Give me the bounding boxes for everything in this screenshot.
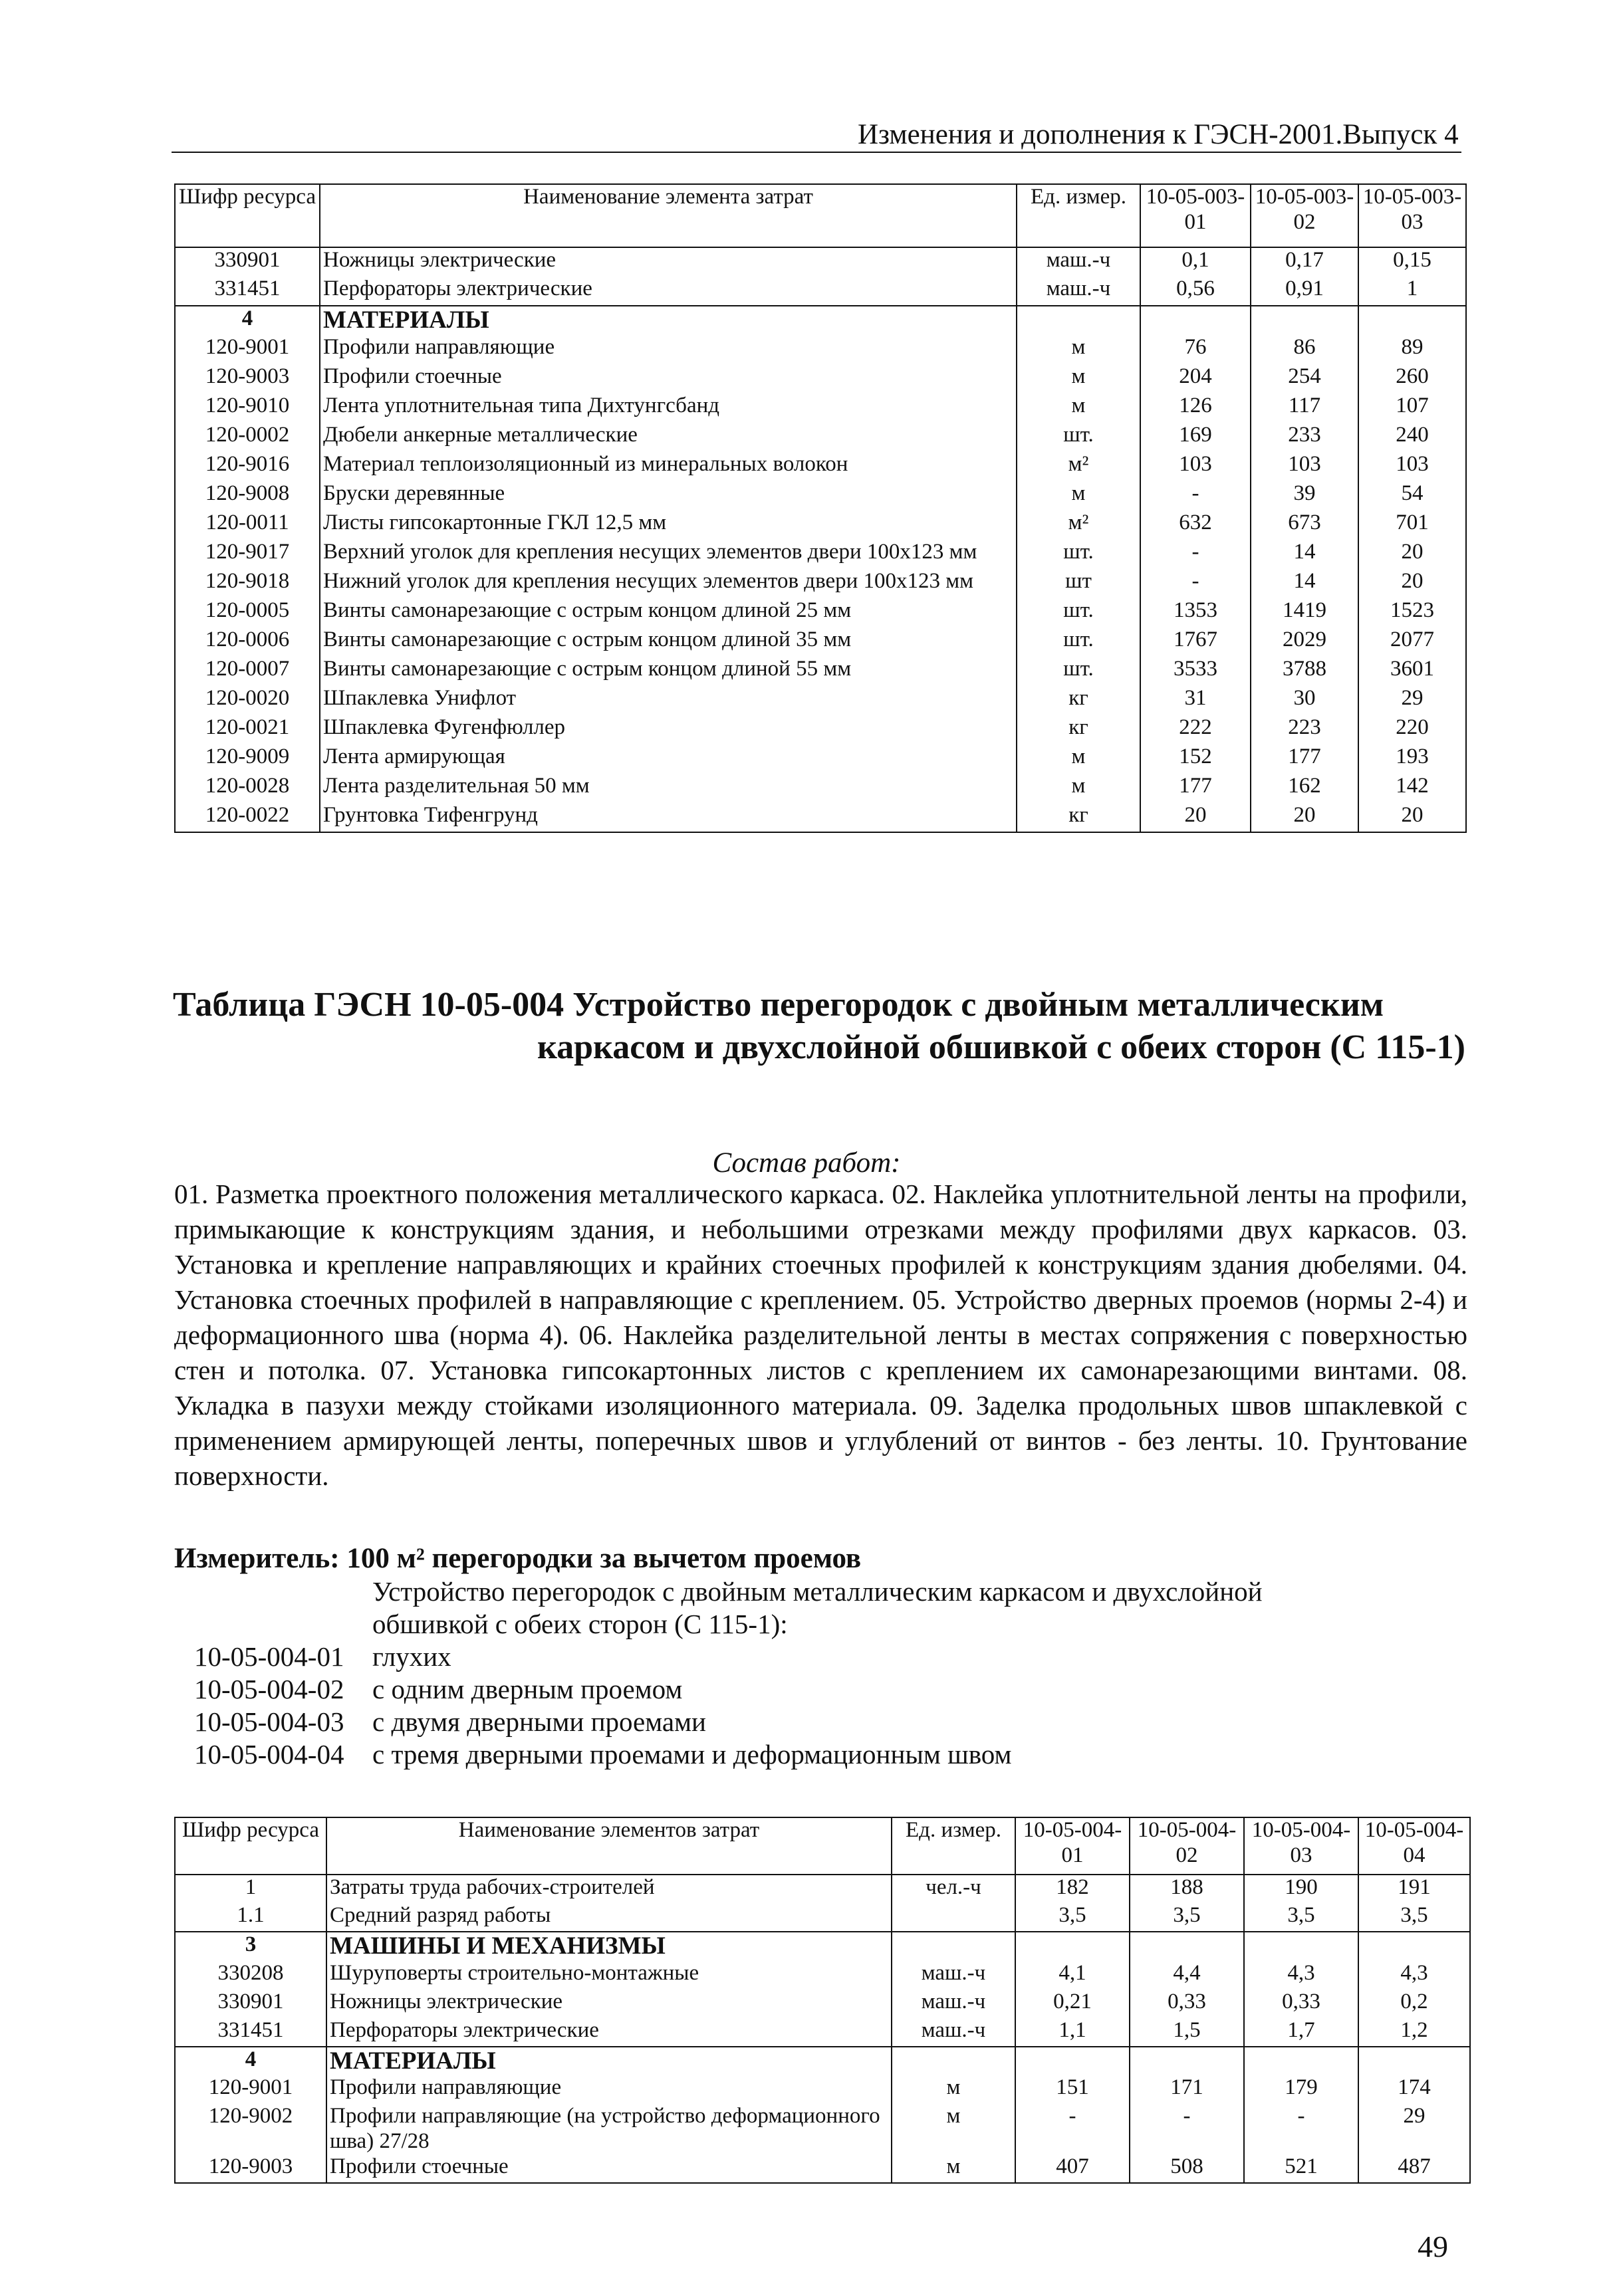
cell-value-4: [1358, 2047, 1470, 2076]
cell-value-4: 0,2: [1358, 1990, 1470, 2018]
variant-code: 10-05-004-01: [194, 1641, 344, 1672]
variant-text: с тремя дверными проемами и деформационным швом: [372, 1739, 1012, 1770]
cell-code: 120-9002: [175, 2104, 326, 2154]
cell-value-1: 126: [1140, 394, 1251, 423]
cell-value-1: 0,21: [1015, 1990, 1130, 2018]
cell-value-4: 29: [1358, 2104, 1470, 2154]
cell-name: Шуруповерты строительно-монтажные: [326, 1961, 892, 1990]
header-col-2: 10-05-004-02: [1130, 1817, 1244, 1875]
resource-table-10-05-003: [174, 183, 1467, 833]
cell-unit: м: [1017, 774, 1140, 803]
cell-value-2: 162: [1251, 774, 1358, 803]
header-unit: Ед. измер.: [892, 1817, 1015, 1875]
table-row: [175, 511, 1466, 540]
cell-value-4: 174: [1358, 2075, 1470, 2104]
table-row: [175, 394, 1466, 423]
cell-unit: маш.-ч: [892, 2018, 1015, 2047]
running-header: Изменения и дополнения к ГЭСН-2001.Выпуск 4: [858, 119, 1459, 150]
cell-value-2: 254: [1251, 364, 1358, 394]
cell-unit: м²: [1017, 452, 1140, 481]
cell-value-3: 54: [1358, 481, 1466, 511]
cell-value-3: 142: [1358, 774, 1466, 803]
cell-unit: [1017, 306, 1140, 335]
cell-value-2: -: [1130, 2104, 1244, 2154]
cell-code: 1: [175, 1875, 326, 1903]
resource-table-10-05-004: [174, 1817, 1471, 2184]
cell-unit: шт.: [1017, 423, 1140, 452]
cell-value-1: -: [1140, 569, 1251, 598]
meter-value: 100 м² перегородки за вычетом проемов: [346, 1543, 862, 1574]
cell-value-1: 0,56: [1140, 277, 1251, 306]
cell-code: 120-9001: [175, 2075, 326, 2104]
cell-unit: м: [1017, 481, 1140, 511]
meter-description: Устройство перегородок с двойным металлическим каркасом и двухслойной обшивкой с обеих сторон (С 115-1):: [372, 1576, 1263, 1639]
cell-name: МАШИНЫ И МЕХАНИЗМЫ: [326, 1932, 892, 1961]
cell-value-3: 701: [1358, 511, 1466, 540]
cell-name: Профили стоечные: [320, 364, 1017, 394]
cell-value-2: 171: [1130, 2075, 1244, 2104]
cell-value-3: 240: [1358, 423, 1466, 452]
table-row: [175, 1961, 1470, 1990]
cell-name: Ножницы электрические: [326, 1990, 892, 2018]
cell-value-1: 3533: [1140, 657, 1251, 686]
variant-text: глухих: [372, 1641, 451, 1672]
cell-name: Перфораторы электрические: [320, 277, 1017, 306]
cell-code: 120-9008: [175, 481, 320, 511]
cell-name: Профили стоечные: [326, 2154, 892, 2183]
cell-value-1: [1140, 306, 1251, 335]
cell-unit: маш.-ч: [892, 1990, 1015, 2018]
cell-value-2: 508: [1130, 2154, 1244, 2183]
cell-code: 120-9003: [175, 364, 320, 394]
cell-unit: м: [1017, 335, 1140, 364]
cell-value-4: 4,3: [1358, 1961, 1470, 1990]
cell-value-3: 107: [1358, 394, 1466, 423]
cell-value-3: 89: [1358, 335, 1466, 364]
cell-value-1: -: [1015, 2104, 1130, 2154]
cell-code: 120-9017: [175, 540, 320, 569]
variant-code: 10-05-004-04: [194, 1739, 344, 1770]
cell-value-2: 0,91: [1251, 277, 1358, 306]
cell-name: МАТЕРИАЛЫ: [320, 306, 1017, 335]
table-row: [175, 657, 1466, 686]
table-row: [175, 2104, 1470, 2154]
cell-value-3: 0,33: [1244, 1990, 1358, 2018]
variant-text: с одним дверным проемом: [372, 1674, 683, 1704]
cell-value-1: 222: [1140, 715, 1251, 745]
cell-name: Лента разделительная 50 мм: [320, 774, 1017, 803]
cell-value-1: 182: [1015, 1875, 1130, 1903]
cell-unit: [892, 1903, 1015, 1932]
cell-value-3: 0,15: [1358, 247, 1466, 277]
cell-value-3: 179: [1244, 2075, 1358, 2104]
cell-name: Лента уплотнительная типа Дихтунгсбанд: [320, 394, 1017, 423]
header-col-3: 10-05-004-03: [1244, 1817, 1358, 1875]
cell-unit: кг: [1017, 803, 1140, 832]
cell-unit: маш.-ч: [1017, 277, 1140, 306]
cell-code: 330901: [175, 1990, 326, 2018]
cell-value-1: 20: [1140, 803, 1251, 832]
cell-value-3: 4,3: [1244, 1961, 1358, 1990]
table-row: [175, 423, 1466, 452]
cell-name: Материал теплоизоляционный из минеральных волокон: [320, 452, 1017, 481]
cell-unit: м: [892, 2075, 1015, 2104]
cell-code: 120-0005: [175, 598, 320, 628]
table-row: [175, 481, 1466, 511]
header-name: Наименование элементов затрат: [326, 1817, 892, 1875]
variant-code: 10-05-004-03: [194, 1706, 344, 1737]
cell-name: Грунтовка Тифенгрунд: [320, 803, 1017, 832]
cell-value-2: 86: [1251, 335, 1358, 364]
table-row: [175, 335, 1466, 364]
cell-code: 120-0011: [175, 511, 320, 540]
header-code: Шифр ресурса: [175, 184, 320, 247]
cell-name: Бруски деревянные: [320, 481, 1017, 511]
cell-value-3: 190: [1244, 1875, 1358, 1903]
cell-value-3: [1244, 1932, 1358, 1961]
cell-unit: маш.-ч: [1017, 247, 1140, 277]
cell-name: Листы гипсокартонные ГКЛ 12,5 мм: [320, 511, 1017, 540]
cell-value-2: 14: [1251, 569, 1358, 598]
cell-value-2: 1419: [1251, 598, 1358, 628]
cell-value-2: 20: [1251, 803, 1358, 832]
cell-unit: м: [1017, 745, 1140, 774]
cell-unit: [892, 1932, 1015, 1961]
cell-value-2: 4,4: [1130, 1961, 1244, 1990]
section-title: [173, 984, 1469, 1069]
cell-unit: шт.: [1017, 540, 1140, 569]
table-row: [175, 2154, 1470, 2183]
cell-code: 120-9009: [175, 745, 320, 774]
cell-value-2: 103: [1251, 452, 1358, 481]
cell-code: 120-9001: [175, 335, 320, 364]
cell-code: 330901: [175, 247, 320, 277]
cell-value-2: 673: [1251, 511, 1358, 540]
cell-value-3: 3601: [1358, 657, 1466, 686]
cell-code: 331451: [175, 277, 320, 306]
cell-value-1: 4,1: [1015, 1961, 1130, 1990]
header-code: Шифр ресурса: [175, 1817, 326, 1875]
header-col-2: 10-05-003-02: [1251, 184, 1358, 247]
cell-unit: м: [1017, 364, 1140, 394]
variant-code: 10-05-004-02: [194, 1674, 344, 1704]
cell-value-2: 177: [1251, 745, 1358, 774]
meter-line: [174, 1542, 861, 1575]
header-rule: [172, 152, 1461, 153]
header-col-3: 10-05-003-03: [1358, 184, 1466, 247]
cell-value-1: 407: [1015, 2154, 1130, 2183]
cell-name: Профили направляющие: [326, 2075, 892, 2104]
cell-value-1: 152: [1140, 745, 1251, 774]
table-row: [175, 1875, 1470, 1903]
table-header-row: [175, 1817, 1470, 1875]
cell-value-2: 14: [1251, 540, 1358, 569]
header-unit: Ед. измер.: [1017, 184, 1140, 247]
cell-value-2: 188: [1130, 1875, 1244, 1903]
cell-code: 1.1: [175, 1903, 326, 1932]
cell-unit: м: [892, 2154, 1015, 2183]
cell-name: Верхний уголок для крепления несущих элементов двери 100х123 мм: [320, 540, 1017, 569]
cell-name: Профили направляющие (на устройство деформационного шва) 27/28: [326, 2104, 892, 2154]
header-col-1: 10-05-003-01: [1140, 184, 1251, 247]
cell-value-3: 20: [1358, 540, 1466, 569]
cell-value-3: 29: [1358, 686, 1466, 715]
table-row: [175, 1932, 1470, 1961]
cell-unit: м: [1017, 394, 1140, 423]
cell-value-2: 233: [1251, 423, 1358, 452]
cell-value-2: [1130, 2047, 1244, 2076]
table-row: [175, 774, 1466, 803]
cell-unit: м: [892, 2104, 1015, 2154]
table-row: [175, 364, 1466, 394]
table-row: [175, 803, 1466, 832]
cell-value-1: 1767: [1140, 628, 1251, 657]
variant-item: [194, 1706, 706, 1738]
cell-value-2: 0,33: [1130, 1990, 1244, 2018]
section-title-line2: каркасом и двухслойной обшивкой с обеих сторон (С 115-1): [537, 1028, 1465, 1066]
cell-value-2: 2029: [1251, 628, 1358, 657]
cell-value-1: -: [1140, 540, 1251, 569]
table-row: [175, 598, 1466, 628]
cell-code: 120-9016: [175, 452, 320, 481]
cell-value-4: 487: [1358, 2154, 1470, 2183]
cell-value-3: 1,7: [1244, 2018, 1358, 2047]
cell-code: 120-0021: [175, 715, 320, 745]
table-row: [175, 2047, 1470, 2076]
cell-value-2: 39: [1251, 481, 1358, 511]
cell-value-1: 1353: [1140, 598, 1251, 628]
cell-code: 120-0022: [175, 803, 320, 832]
cell-value-1: 76: [1140, 335, 1251, 364]
cell-value-3: 521: [1244, 2154, 1358, 2183]
cell-value-1: 31: [1140, 686, 1251, 715]
cell-value-1: -: [1140, 481, 1251, 511]
cell-name: Винты самонарезающие с острым концом длиной 55 мм: [320, 657, 1017, 686]
cell-code: 120-9018: [175, 569, 320, 598]
cell-name: Перфораторы электрические: [326, 2018, 892, 2047]
cell-unit: кг: [1017, 715, 1140, 745]
cell-name: Лента армирующая: [320, 745, 1017, 774]
cell-name: Винты самонарезающие с острым концом длиной 35 мм: [320, 628, 1017, 657]
cell-value-3: [1244, 2047, 1358, 2076]
cell-value-3: 1: [1358, 277, 1466, 306]
table-row: [175, 277, 1466, 306]
cell-value-3: -: [1244, 2104, 1358, 2154]
cell-name: Нижний уголок для крепления несущих элементов двери 100х123 мм: [320, 569, 1017, 598]
composition-text: 01. Разметка проектного положения металлического каркаса. 02. Наклейка уплотнительной ленты на профили, примыкающие к конструкциям здания, и небольшими отрезками между профилями двух каркасов. 03. Установка и крепление направляющих и крайних стоечных профилей к конструкциям здания дюбелями. 04. Установка стоечных профилей в направляющие с креплением. 05. Устройство дверных проемов (нормы 2-4) и деформационного шва (норма 4). 06. Наклейка разделительной ленты в местах сопряжения с поверхностью стен и потолка. 07. Установка гипсокартонных листов с креплением их самонарезающими винтами. 08. Укладка в пазухи между стойками изоляционного материала. 09. Заделка продольных швов шпаклевкой с применением армирующей ленты, поперечных швов и углублений от винтов - без ленты. 10. Грунтование поверхности.: [174, 1179, 1467, 1491]
cell-value-2: 223: [1251, 715, 1358, 745]
cell-value-2: 3788: [1251, 657, 1358, 686]
cell-value-3: [1358, 306, 1466, 335]
cell-value-3: 20: [1358, 569, 1466, 598]
cell-value-1: 3,5: [1015, 1903, 1130, 1932]
cell-code: 120-9003: [175, 2154, 326, 2183]
table-row: [175, 540, 1466, 569]
cell-value-1: 204: [1140, 364, 1251, 394]
cell-value-4: 1,2: [1358, 2018, 1470, 2047]
cell-value-3: 2077: [1358, 628, 1466, 657]
cell-value-3: 103: [1358, 452, 1466, 481]
section-title-line1: Таблица ГЭСН 10-05-004 Устройство перегородок с двойным металлическим: [173, 986, 1384, 1024]
cell-code: 120-0002: [175, 423, 320, 452]
cell-value-2: [1251, 306, 1358, 335]
cell-code: 331451: [175, 2018, 326, 2047]
cell-value-2: 117: [1251, 394, 1358, 423]
cell-value-1: 177: [1140, 774, 1251, 803]
table-row: [175, 569, 1466, 598]
table-row: [175, 686, 1466, 715]
header-col-1: 10-05-004-01: [1015, 1817, 1130, 1875]
cell-unit: чел.-ч: [892, 1875, 1015, 1903]
cell-unit: шт.: [1017, 598, 1140, 628]
cell-code: 120-0006: [175, 628, 320, 657]
cell-value-1: 103: [1140, 452, 1251, 481]
cell-value-2: 30: [1251, 686, 1358, 715]
cell-value-1: [1015, 2047, 1130, 2076]
table-row: [175, 715, 1466, 745]
cell-value-3: 260: [1358, 364, 1466, 394]
cell-code: 4: [175, 306, 320, 335]
cell-value-4: 3,5: [1358, 1903, 1470, 1932]
cell-value-2: [1130, 1932, 1244, 1961]
page-number: 49: [1418, 2230, 1448, 2263]
table-row: [175, 247, 1466, 277]
composition-heading: Состав работ:: [712, 1147, 901, 1179]
cell-value-3: 3,5: [1244, 1903, 1358, 1932]
header-name: Наименование элемента затрат: [320, 184, 1017, 247]
table-row: [175, 2018, 1470, 2047]
cell-unit: шт.: [1017, 657, 1140, 686]
cell-value-1: 0,1: [1140, 247, 1251, 277]
meter-label: Измеритель:: [174, 1543, 340, 1574]
cell-name: Винты самонарезающие с острым концом длиной 25 мм: [320, 598, 1017, 628]
cell-unit: [892, 2047, 1015, 2076]
cell-name: Ножницы электрические: [320, 247, 1017, 277]
table-row: [175, 452, 1466, 481]
cell-code: 4: [175, 2047, 326, 2076]
cell-code: 120-0020: [175, 686, 320, 715]
cell-name: Шпаклевка Унифлот: [320, 686, 1017, 715]
cell-code: 120-9010: [175, 394, 320, 423]
cell-name: Профили направляющие: [320, 335, 1017, 364]
cell-value-1: 1,1: [1015, 2018, 1130, 2047]
variant-text: с двумя дверными проемами: [372, 1706, 706, 1737]
cell-value-1: [1015, 1932, 1130, 1961]
cell-name: Средний разряд работы: [326, 1903, 892, 1932]
cell-value-1: 169: [1140, 423, 1251, 452]
cell-unit: маш.-ч: [892, 1961, 1015, 1990]
cell-unit: м²: [1017, 511, 1140, 540]
variant-item: [194, 1673, 682, 1705]
variant-item: [194, 1738, 1011, 1770]
cell-value-3: 193: [1358, 745, 1466, 774]
table-row: [175, 745, 1466, 774]
cell-value-3: 220: [1358, 715, 1466, 745]
table-header-row: [175, 184, 1466, 247]
cell-name: МАТЕРИАЛЫ: [326, 2047, 892, 2076]
cell-code: 120-0028: [175, 774, 320, 803]
cell-unit: кг: [1017, 686, 1140, 715]
cell-code: 330208: [175, 1961, 326, 1990]
cell-code: 3: [175, 1932, 326, 1961]
table-row: [175, 628, 1466, 657]
header-col-4: 10-05-004-04: [1358, 1817, 1470, 1875]
variant-item: [194, 1641, 451, 1672]
cell-value-2: 1,5: [1130, 2018, 1244, 2047]
cell-name: Затраты труда рабочих-строителей: [326, 1875, 892, 1903]
cell-unit: шт.: [1017, 628, 1140, 657]
cell-value-1: 151: [1015, 2075, 1130, 2104]
cell-value-2: 3,5: [1130, 1903, 1244, 1932]
cell-value-3: 20: [1358, 803, 1466, 832]
table-row: [175, 2075, 1470, 2104]
cell-name: Дюбели анкерные металлические: [320, 423, 1017, 452]
cell-value-2: 0,17: [1251, 247, 1358, 277]
cell-value-3: 1523: [1358, 598, 1466, 628]
cell-value-1: 632: [1140, 511, 1251, 540]
table-row: [175, 1903, 1470, 1932]
cell-value-4: [1358, 1932, 1470, 1961]
table-row: [175, 306, 1466, 335]
cell-name: Шпаклевка Фугенфюллер: [320, 715, 1017, 745]
cell-value-4: 191: [1358, 1875, 1470, 1903]
cell-code: 120-0007: [175, 657, 320, 686]
table-row: [175, 1990, 1470, 2018]
cell-unit: шт: [1017, 569, 1140, 598]
